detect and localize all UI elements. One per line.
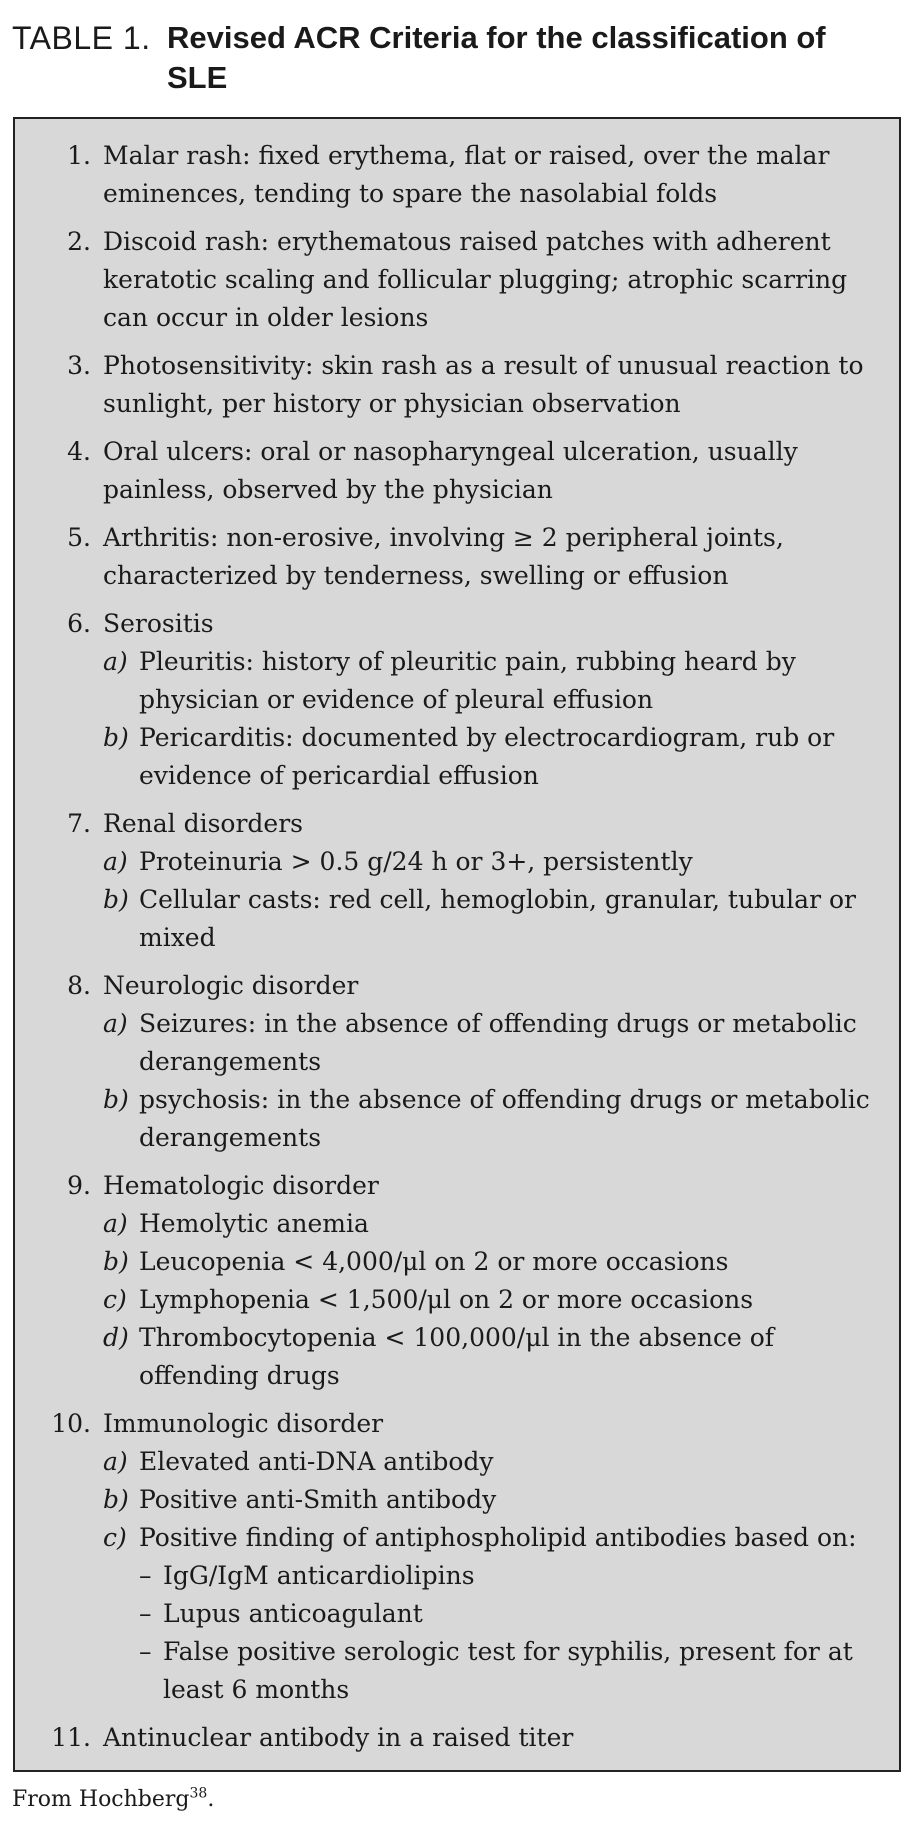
criterion-number: 8. — [67, 971, 91, 1000]
sub-criteria-list — [103, 1005, 879, 1157]
criterion-number: 10. — [51, 1409, 91, 1438]
sub-criterion-letter: c) — [103, 1523, 127, 1552]
criterion-text: Immunologic disorder — [103, 1409, 384, 1438]
sub-criterion-letter: d) — [103, 1323, 129, 1352]
sub-criterion-letter: b) — [103, 1085, 129, 1114]
sub-criterion-text: Cellular casts: red cell, hemoglobin, granular, tubular or mixed — [139, 885, 856, 952]
criterion-item — [15, 605, 879, 795]
criterion-number: 5. — [67, 523, 91, 552]
criterion-text: Serositis — [103, 609, 214, 638]
table-title: Revised ACR Criteria for the classification of SLE — [167, 20, 826, 95]
dash-text: Lupus anticoagulant — [163, 1599, 423, 1628]
table-header — [12, 18, 902, 98]
sub-criteria-list — [103, 643, 879, 795]
criteria-box — [13, 117, 901, 1772]
sub-criterion-item — [103, 1443, 879, 1481]
criterion-item — [15, 223, 879, 337]
source-text: From Hochberg — [12, 1787, 190, 1812]
sub-criteria-list — [103, 1443, 879, 1709]
dash-text: IgG/IgM anticardiolipins — [163, 1561, 475, 1590]
criterion-number: 3. — [67, 351, 91, 380]
source-note — [12, 1785, 214, 1815]
criterion-text: Hematologic disorder — [103, 1171, 379, 1200]
criterion-text: Malar rash: fixed erythema, flat or raised, over the malar eminences, tending to spare the nasolabial folds — [103, 141, 830, 208]
criterion-item — [15, 1167, 879, 1395]
criterion-item — [15, 805, 879, 957]
sub-criterion-letter: a) — [103, 847, 128, 876]
sub-criterion-text: psychosis: in the absence of offending drugs or metabolic derangements — [139, 1085, 870, 1152]
criterion-number: 1. — [67, 141, 91, 170]
criterion-text: Discoid rash: erythematous raised patches with adherent keratotic scaling and follicular plugging; atrophic scarring can occur in older lesions — [103, 227, 848, 332]
criterion-number: 9. — [67, 1171, 91, 1200]
sub-criterion-text: Lymphopenia < 1,500/μl on 2 or more occasions — [139, 1285, 754, 1314]
sub-criterion-text: Seizures: in the absence of offending drugs or metabolic derangements — [139, 1009, 857, 1076]
criterion-item — [15, 1719, 879, 1757]
sub-criterion-letter: c) — [103, 1285, 127, 1314]
sub-criterion-letter: a) — [103, 1209, 128, 1238]
sub-criterion-item — [103, 1243, 879, 1281]
criterion-text: Antinuclear antibody in a raised titer — [103, 1723, 574, 1752]
criterion-item — [15, 519, 879, 595]
sub-criterion-letter: a) — [103, 647, 128, 676]
sub-criterion-letter: b) — [103, 1485, 129, 1514]
dash-text: False positive serologic test for syphilis, present for at least 6 months — [163, 1637, 853, 1704]
dash-item — [139, 1557, 879, 1595]
sub-criterion-text: Proteinuria > 0.5 g/24 h or 3+, persistently — [139, 847, 693, 876]
sub-criterion-text: Hemolytic anemia — [139, 1209, 369, 1238]
sub-criterion-letter: b) — [103, 723, 129, 752]
sub-criterion-text: Thrombocytopenia < 100,000/μl in the absence of offending drugs — [139, 1323, 775, 1390]
criteria-list — [15, 137, 879, 1757]
sub-criteria-list — [103, 1205, 879, 1395]
source-reference: 38 — [189, 1785, 208, 1802]
dash-item — [139, 1633, 879, 1709]
criterion-text: Photosensitivity: skin rash as a result of unusual reaction to sunlight, per history or physician observation — [103, 351, 864, 418]
dash-mark: – — [139, 1599, 152, 1628]
dash-mark: – — [139, 1637, 152, 1666]
table-label: TABLE 1. — [12, 20, 151, 56]
criterion-text: Neurologic disorder — [103, 971, 359, 1000]
sub-criterion-item — [103, 1005, 879, 1081]
sub-criterion-item — [103, 1481, 879, 1519]
dash-mark: – — [139, 1561, 152, 1590]
criterion-number: 7. — [67, 809, 91, 838]
criterion-number: 11. — [51, 1723, 91, 1752]
sub-criterion-text: Leucopenia < 4,000/μl on 2 or more occasions — [139, 1247, 729, 1276]
criterion-number: 2. — [67, 227, 91, 256]
criterion-number: 6. — [67, 609, 91, 638]
sub-criterion-letter: b) — [103, 885, 129, 914]
sub-criterion-text: Elevated anti-DNA antibody — [139, 1447, 494, 1476]
criterion-item — [15, 433, 879, 509]
criterion-text: Oral ulcers: oral or nasopharyngeal ulceration, usually painless, observed by the physician — [103, 437, 798, 504]
sub-criterion-letter: a) — [103, 1009, 128, 1038]
sub-criteria-list — [103, 843, 879, 957]
sub-criterion-item — [103, 719, 879, 795]
dash-list — [139, 1557, 879, 1709]
sub-criterion-item — [103, 643, 879, 719]
sub-criterion-text: Pleuritis: history of pleuritic pain, rubbing heard by physician or evidence of pleural effusion — [139, 647, 796, 714]
criterion-text: Renal disorders — [103, 809, 303, 838]
sub-criterion-letter: a) — [103, 1447, 128, 1476]
sub-criterion-text: Positive anti-Smith antibody — [139, 1485, 497, 1514]
dash-item — [139, 1595, 879, 1633]
sub-criterion-text: Positive finding of antiphospholipid antibodies based on: — [139, 1523, 857, 1552]
sub-criterion-item — [103, 1319, 879, 1395]
sub-criterion-text: Pericarditis: documented by electrocardiogram, rub or evidence of pericardial effusion — [139, 723, 835, 790]
criterion-number: 4. — [67, 437, 91, 466]
sub-criterion-item — [103, 881, 879, 957]
criterion-item — [15, 137, 879, 213]
sub-criterion-item — [103, 1081, 879, 1157]
sub-criterion-item — [103, 1519, 879, 1709]
sub-criterion-item — [103, 1281, 879, 1319]
source-trailing: . — [207, 1787, 215, 1812]
sub-criterion-letter: b) — [103, 1247, 129, 1276]
sub-criterion-item — [103, 1205, 879, 1243]
criterion-item — [15, 347, 879, 423]
criterion-item — [15, 1405, 879, 1709]
criterion-text: Arthritis: non-erosive, involving ≥ 2 peripheral joints, characterized by tenderness, swelling or effusion — [103, 523, 784, 590]
criterion-item — [15, 967, 879, 1157]
sub-criterion-item — [103, 843, 879, 881]
